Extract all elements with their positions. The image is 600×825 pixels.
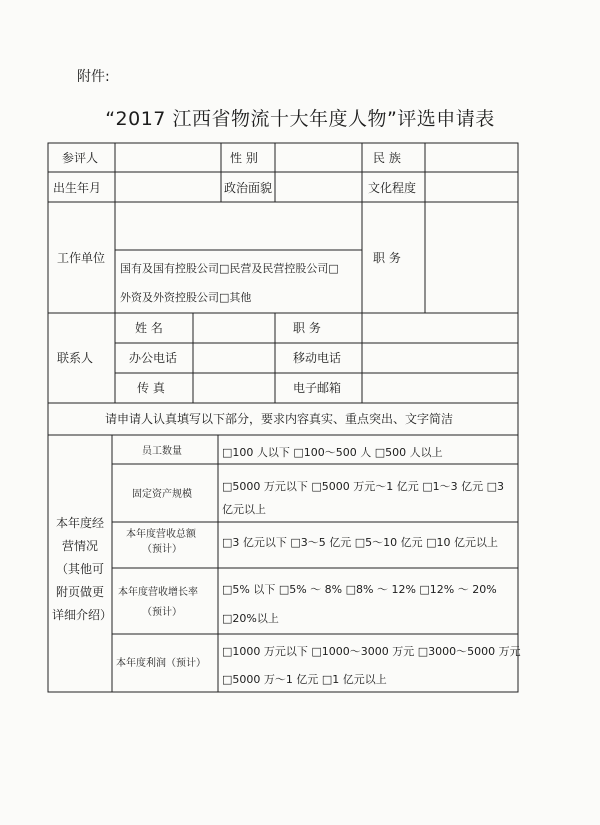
position-label: 职 务: [373, 251, 401, 265]
contact-name-label: 姓 名: [135, 321, 163, 335]
mobile-label: 移动电话: [293, 351, 342, 365]
gender-label: 性 别: [230, 151, 258, 165]
fixed-assets-label: 固定资产规模: [132, 489, 192, 500]
ownership-options-line2: 外资及外资控股公司□其他: [120, 291, 252, 304]
revenue-sub-label: （预计）: [142, 544, 182, 555]
business-label-line4: 附页做更: [56, 585, 105, 599]
nominee-label: 参评人: [62, 151, 99, 165]
growth-rate-label: 本年度营收增长率: [118, 587, 198, 598]
profit-options-line1: □1000 万元以下 □1000～3000 万元 □3000～5000 万元: [222, 645, 521, 658]
business-label-line2: 营情况: [62, 539, 99, 553]
business-label-line5: 详细介绍）: [52, 608, 113, 622]
ownership-options-line1: 国有及国有控股公司□民营及民营控股公司□: [120, 262, 339, 275]
growth-rate-sub-label: （预计）: [142, 607, 182, 618]
profit-options-line2: □5000 万～1 亿元 □1 亿元以上: [222, 673, 387, 686]
form-title: “2017 江西省物流十大年度人物”评选申请表: [105, 108, 495, 130]
growth-rate-options-line1: □5% 以下 □5% ～ 8% □8% ～ 12% □12% ～ 20%: [222, 583, 497, 596]
political-label: 政治面貌: [224, 181, 273, 195]
fixed-assets-options-line2: 亿元以上: [222, 503, 266, 516]
employee-count-options: □100 人以下 □100～500 人 □500 人以上: [222, 446, 443, 459]
fax-label: 传 真: [137, 381, 165, 395]
employee-count-label: 员工数量: [142, 446, 182, 457]
work-unit-label: 工作单位: [57, 251, 106, 265]
education-label: 文化程度: [368, 181, 417, 195]
revenue-label: 本年度营收总额: [126, 529, 196, 540]
growth-rate-options-line2: □20%以上: [222, 612, 279, 625]
contact-position-label: 职 务: [293, 321, 321, 335]
fixed-assets-options-line1: □5000 万元以下 □5000 万元～1 亿元 □1～3 亿元 □3: [222, 480, 505, 493]
business-label-line1: 本年度经: [56, 516, 105, 530]
business-label-line3: （其他可: [56, 562, 105, 576]
email-label: 电子邮箱: [293, 381, 342, 395]
office-phone-label: 办公电话: [129, 351, 178, 365]
profit-label: 本年度利润（预计）: [116, 658, 206, 669]
birth-label: 出生年月: [53, 181, 102, 195]
revenue-options: □3 亿元以下 □3～5 亿元 □5～10 亿元 □10 亿元以上: [222, 536, 499, 549]
attachment-label: 附件:: [77, 69, 110, 85]
ethnicity-label: 民 族: [373, 151, 401, 165]
contact-label: 联系人: [57, 351, 94, 365]
instruction-text: 请申请人认真填写以下部分，要求内容真实、重点突出、文字简洁: [105, 412, 454, 426]
